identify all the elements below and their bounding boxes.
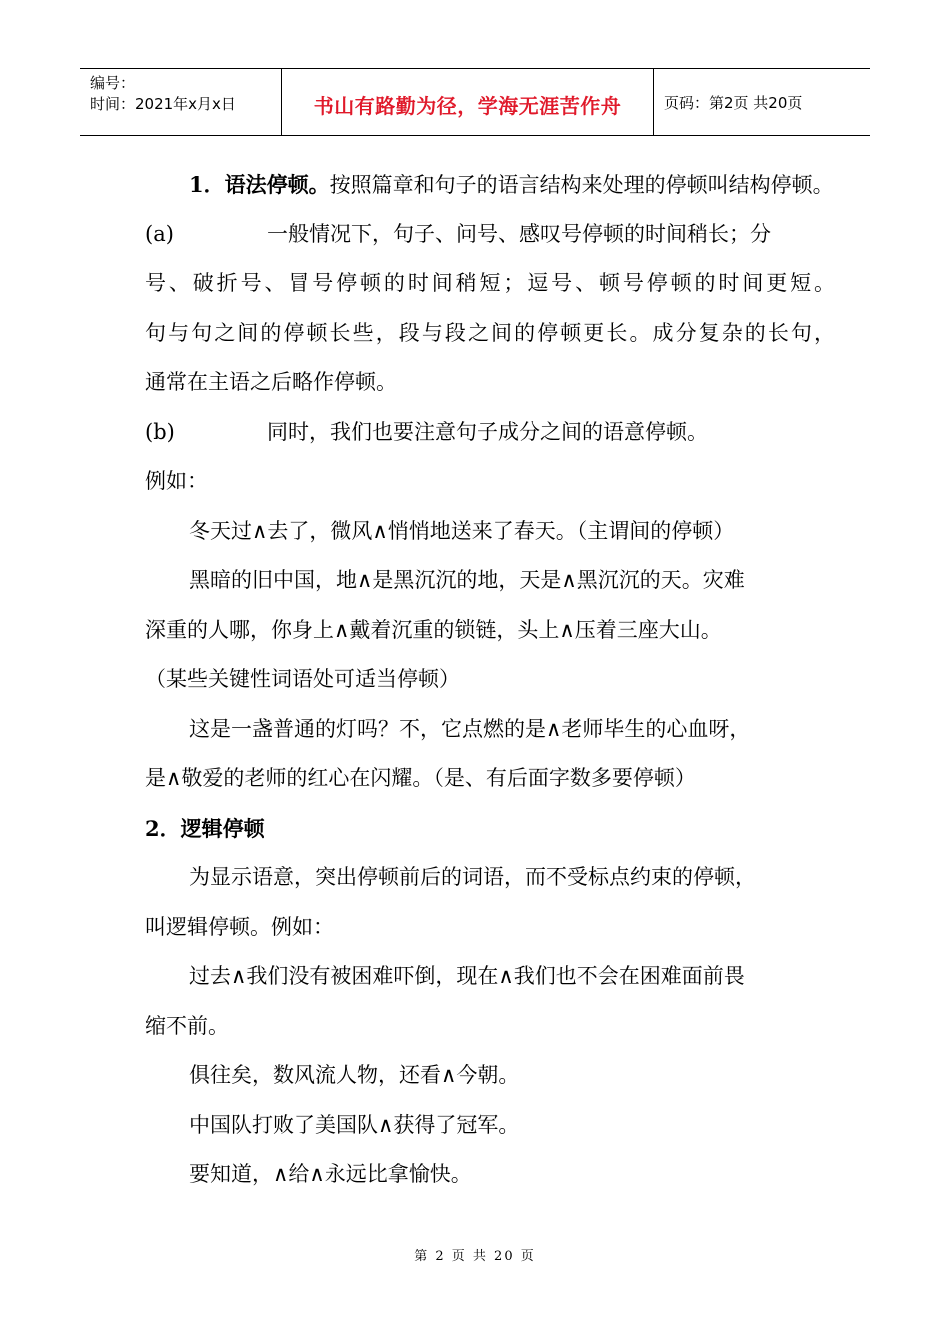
example-3-line-1: 这是一盏普通的灯吗？不，它点燃的是∧老师毕生的心血呀， (189, 716, 751, 741)
header-page-info: 页码：第2页 共20页 (664, 93, 803, 112)
example-1: 冬天过∧去了，微风∧悄悄地送来了春天。（主谓间的停顿） (189, 518, 735, 543)
example-7: 要知道，∧给∧永远比拿愉快。 (189, 1162, 472, 1186)
section1-heading-line (145, 160, 835, 210)
example-2-line-1: 黑暗的旧中国，地∧是黑沉沉的地，天是∧黑沉沉的天。灾难 (189, 568, 745, 592)
item-a-label: (a) (145, 221, 174, 246)
section1-intro: 按照篇章和句子的语言结构来处理的停顿叫结构停顿。 (329, 173, 834, 197)
document-header (80, 68, 870, 136)
example-5: 俱往矣，数风流人物，还看∧今朝。 (189, 1063, 520, 1087)
section2-text-2: 叫逻辑停顿。例如： (145, 914, 334, 939)
header-motto-cell (282, 69, 654, 135)
item-a-text-2: 号、破折号、冒号停顿的时间稍短；逗号、顿号停顿的时间更短。 (145, 271, 835, 295)
time-label: 时间：2021年x月x日 (90, 95, 236, 113)
item-b-text-1: 同时，我们也要注意句子成分之间的语意停顿。 (267, 419, 708, 444)
example-label: 例如： (145, 469, 208, 493)
section1-title: 1．语法停顿。 (189, 172, 330, 197)
example-6: 中国队打败了美国队∧获得了冠军。 (189, 1112, 520, 1137)
item-a-line (145, 210, 835, 260)
header-page-info-cell (654, 69, 870, 135)
number-label: 编号： (90, 74, 136, 92)
example-2-line-2: 深重的人哪，你身上∧戴着沉重的锁链，头上∧压着三座大山。 (145, 617, 722, 642)
item-b-line (145, 408, 835, 458)
document-body (145, 160, 835, 1200)
example-4-line-2: 缩不前。 (145, 1013, 229, 1038)
item-a-text-4: 通常在主语之后略作停顿。 (145, 370, 397, 394)
header-motto: 书山有路勤为径，学海无涯苦作舟 (313, 93, 622, 118)
section2-title: 2．逻辑停顿 (145, 815, 265, 841)
example-4-line-1: 过去∧我们没有被困难吓倒，现在∧我们也不会在困难面前畏 (189, 964, 745, 988)
header-meta (80, 69, 282, 135)
example-3-line-2: 是∧敬爱的老师的红心在闪耀。（是、有后面字数多要停顿） (145, 766, 696, 790)
item-a-text-1: 一般情况下，句子、问号、感叹号停顿的时间稍长；分 (267, 221, 771, 246)
page-footer: 第 2 页 共 20 页 (414, 1249, 536, 1264)
example-2-line-3: （某些关键性词语处可适当停顿） (145, 667, 460, 691)
item-a-text-3: 句与句之间的停顿长些，段与段之间的停顿更长。成分复杂的长句， (145, 320, 835, 345)
section2-text-1: 为显示语意，突出停顿前后的词语，而不受标点约束的停顿， (189, 865, 756, 889)
item-b-label: (b) (145, 419, 175, 444)
